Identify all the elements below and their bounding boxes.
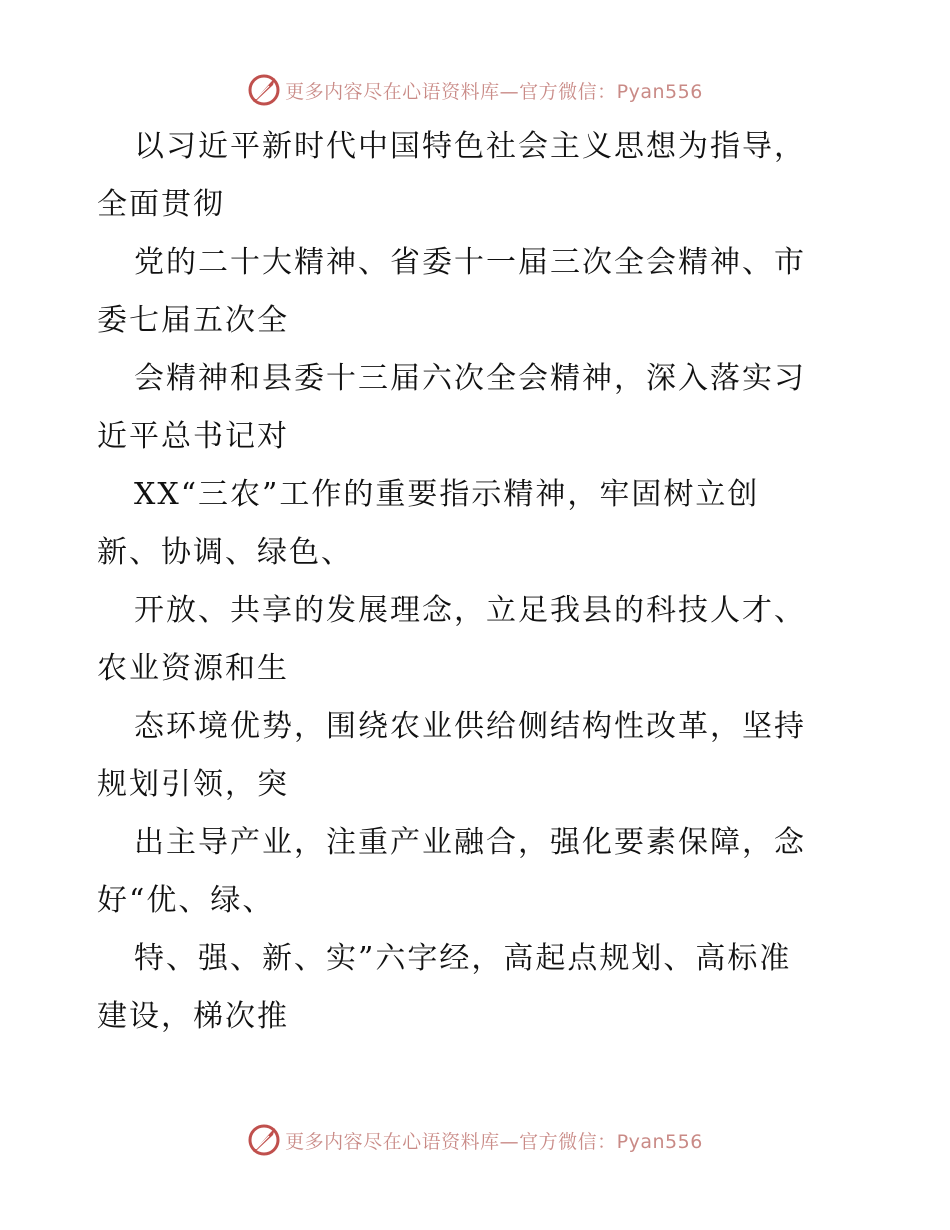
paragraph-line: 态环境优势，围绕农业供给侧结构性改革，坚持 bbox=[134, 709, 806, 744]
paragraph-line: 农业资源和生 bbox=[97, 651, 289, 686]
footer-banner bbox=[0, 1120, 950, 1160]
paragraph-line: 以习近平新时代中国特色社会主义思想为指导， bbox=[134, 129, 806, 164]
paragraph-line: 特、强、新、实”六字经，高起点规划、高标准 bbox=[134, 941, 792, 976]
document-body bbox=[97, 118, 857, 1046]
quill-pen-logo-icon bbox=[247, 73, 281, 107]
paragraph-line: 新、协调、绿色、 bbox=[97, 535, 353, 570]
paragraph-line: 近平总书记对 bbox=[97, 419, 289, 454]
paragraph-line: 建设，梯次推 bbox=[97, 999, 289, 1034]
paragraph-line: 开放、共享的发展理念，立足我县的科技人才、 bbox=[134, 593, 806, 628]
header-banner bbox=[0, 70, 950, 110]
paragraph-line: XX“三农”工作的重要指示精神，牢固树立创 bbox=[134, 477, 760, 512]
quill-pen-logo-icon bbox=[247, 1123, 281, 1157]
paragraph-line: 党的二十大精神、省委十一届三次全会精神、市 bbox=[134, 245, 806, 280]
paragraph-line: 会精神和县委十三届六次全会精神，深入落实习 bbox=[134, 361, 806, 396]
paragraph-line: 出主导产业，注重产业融合，强化要素保障，念 bbox=[134, 825, 806, 860]
paragraph-line: 规划引领，突 bbox=[97, 767, 289, 802]
footer-banner-text: 更多内容尽在心语资料库—官方微信：Pyan556 bbox=[285, 1130, 703, 1153]
header-banner-text: 更多内容尽在心语资料库—官方微信：Pyan556 bbox=[285, 80, 703, 103]
paragraph-line: 好“优、绿、 bbox=[97, 883, 275, 918]
paragraph-line: 全面贯彻 bbox=[97, 187, 225, 222]
paragraph-line: 委七届五次全 bbox=[97, 303, 289, 338]
